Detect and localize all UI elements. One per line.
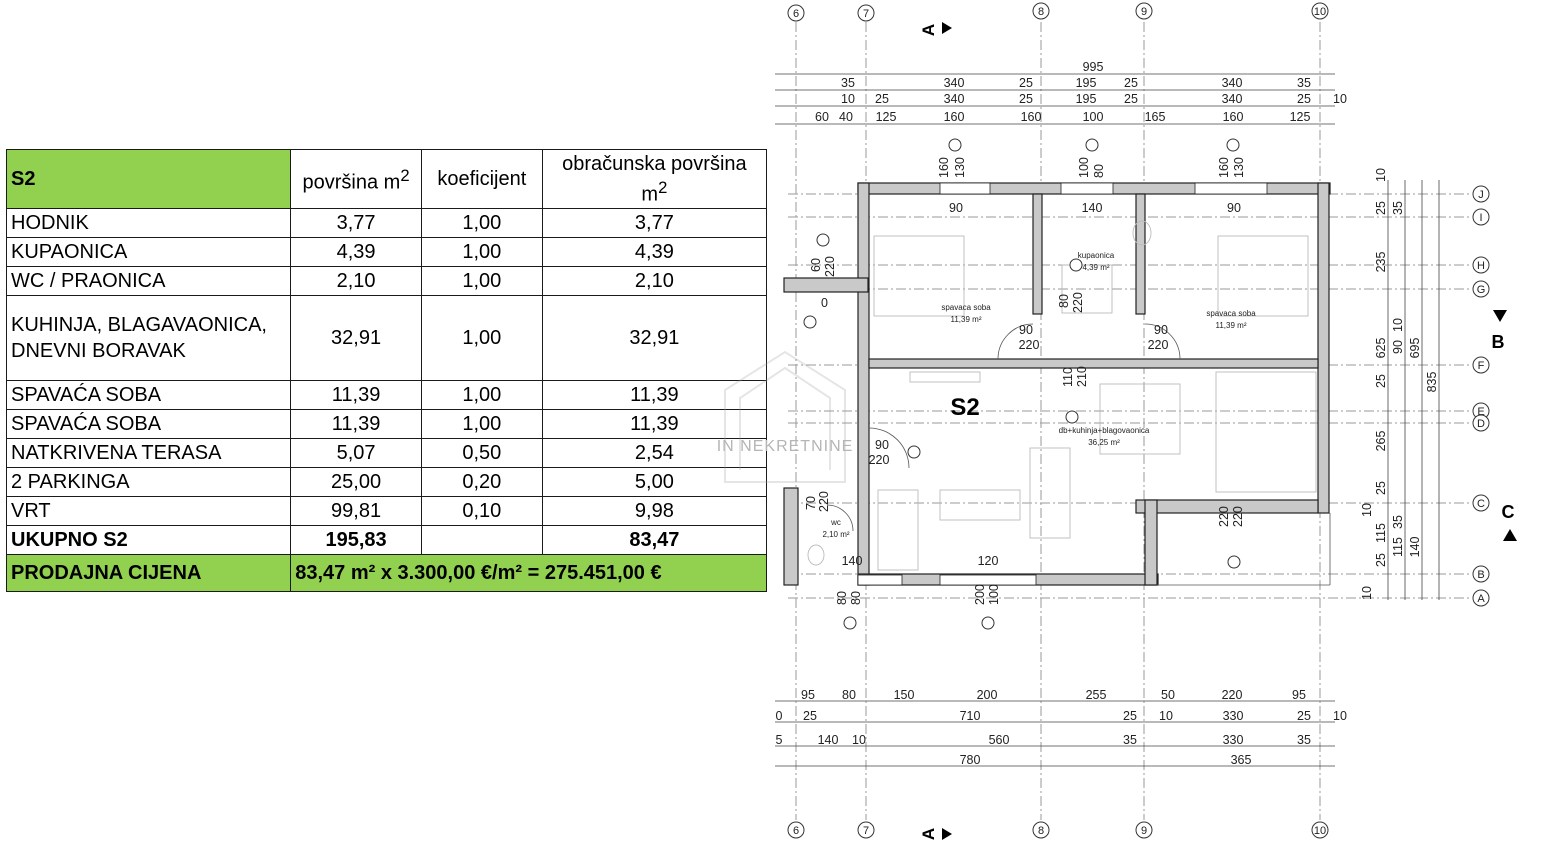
room-name: SPAVAĆA SOBA: [7, 410, 291, 439]
dim-text: 140: [817, 733, 839, 747]
dim-text: 220: [1231, 506, 1245, 527]
dim-text: 25: [875, 92, 889, 106]
dim-text: 90: [1154, 323, 1168, 337]
room-name: KUHINJA, BLAGAVAONICA, DNEVNI BORAVAK: [7, 296, 291, 381]
dim-text: 25: [1124, 76, 1138, 90]
dim-text: 255: [1085, 688, 1107, 702]
row-grid-lines: [788, 194, 1470, 598]
dim-text: 220: [1217, 506, 1231, 527]
axis-label: C: [1477, 498, 1485, 510]
dim-text: 90: [1019, 323, 1033, 337]
dim-text: 10: [1333, 709, 1347, 723]
axis-label: A: [1477, 593, 1485, 605]
bottom-dimensions: [775, 688, 1347, 767]
room-area: 32,91: [291, 296, 422, 381]
dim-text: 330: [1222, 733, 1244, 747]
dim-text: 95: [801, 688, 815, 702]
dim-text: 100: [987, 584, 1001, 605]
room-area: 2,10: [291, 267, 422, 296]
dim-text: 220: [817, 491, 831, 512]
table-row: [7, 296, 767, 381]
dim-text: 340: [943, 76, 965, 90]
room-coef: 1,00: [421, 209, 542, 238]
axis-label: E: [1477, 406, 1485, 418]
dim-text: 340: [1221, 92, 1243, 106]
unit-label: S2: [950, 394, 980, 421]
dim-text: 265: [1374, 430, 1388, 452]
dim-text: 25: [1019, 76, 1033, 90]
dim-text: 80: [1092, 164, 1106, 178]
room-area: 2,10 m²: [822, 530, 850, 539]
room-calc: 32,91: [542, 296, 766, 381]
dim-text: 710: [959, 709, 981, 723]
table-row: [7, 238, 767, 267]
dim-text: 80: [849, 591, 863, 605]
room-area: 4,39 m²: [1082, 263, 1110, 272]
axis-label: 7: [862, 8, 870, 20]
dim-text: 160: [943, 110, 965, 124]
dim-text: 220: [1071, 292, 1085, 313]
dim-text: 220: [1147, 338, 1169, 352]
dim-text: 95: [1292, 688, 1306, 702]
dim-text: 10: [1360, 586, 1374, 600]
room-area: 11,39: [291, 381, 422, 410]
room-coef: 0,20: [421, 468, 542, 497]
room-calc: 2,54: [542, 439, 766, 468]
axis-label: 7: [862, 825, 870, 837]
table-row: [7, 410, 767, 439]
dim-text: 210: [1075, 366, 1089, 387]
room-coef: 1,00: [421, 381, 542, 410]
dim-text: 25: [1123, 709, 1137, 723]
dim-text: 60: [815, 110, 829, 124]
dim-text: 70: [804, 496, 818, 510]
dim-text: 140: [1081, 201, 1103, 215]
dim-text: 35: [1123, 733, 1137, 747]
dim-text: 995: [1082, 60, 1104, 74]
room-calc: 9,98: [542, 497, 766, 526]
room-area: 11,39 m²: [1215, 321, 1247, 330]
table-row: [7, 439, 767, 468]
dim-text: 10: [852, 733, 866, 747]
axis-label: 9: [1140, 825, 1148, 837]
dim-text: 25: [1374, 201, 1388, 215]
room-name: 2 PARKINGA: [7, 468, 291, 497]
dim-text: 695: [1408, 337, 1422, 359]
dim-text: 560: [988, 733, 1010, 747]
axis-label: D: [1477, 418, 1485, 430]
room-calc: 11,39: [542, 381, 766, 410]
watermark-text: IN NEKRETNINE: [716, 438, 854, 455]
dim-text: 90: [1391, 340, 1405, 354]
dim-text: 0: [821, 296, 828, 310]
dim-text: 35: [1297, 76, 1311, 90]
dim-text: 10: [1374, 168, 1388, 182]
axis-label: 9: [1140, 6, 1148, 18]
dim-text: 35: [1297, 733, 1311, 747]
top-dimensions: [775, 60, 1347, 124]
table-row: [7, 381, 767, 410]
dim-text: 25: [1124, 92, 1138, 106]
axis-label: 10: [1313, 825, 1327, 837]
axis-label: 6: [792, 8, 800, 20]
table-header-row: [7, 150, 767, 209]
price-row: [7, 555, 767, 592]
table-row: [7, 468, 767, 497]
axis-label: B: [1477, 569, 1485, 581]
dim-text: 200: [976, 688, 998, 702]
dim-text: 25: [1374, 481, 1388, 495]
dim-text: 25: [1374, 553, 1388, 567]
room-coef: 1,00: [421, 296, 542, 381]
room-area: 3,77: [291, 209, 422, 238]
dim-text: 35: [841, 76, 855, 90]
row-axis-markers: [1473, 186, 1489, 606]
axis-label: G: [1476, 284, 1486, 296]
unit-header: S2: [7, 150, 291, 209]
section-label: B: [1491, 332, 1505, 352]
dim-text: 220: [1221, 688, 1243, 702]
room-area: 11,39: [291, 410, 422, 439]
room-calc: 5,00: [542, 468, 766, 497]
total-row: [7, 526, 767, 555]
dim-text: 80: [1057, 294, 1071, 308]
room-name: spavaca soba: [941, 303, 991, 312]
dim-text: 220: [823, 256, 837, 277]
axis-label: 8: [1037, 825, 1045, 837]
dim-text: 90: [875, 438, 889, 452]
dim-text: 50: [1161, 688, 1175, 702]
room-coef: 1,00: [421, 238, 542, 267]
dim-text: 90: [949, 201, 963, 215]
dim-text: 130: [953, 157, 967, 178]
dim-text: 60: [809, 258, 823, 272]
walls: [784, 183, 1330, 585]
dim-text: 125: [1289, 110, 1311, 124]
dim-text: 340: [943, 92, 965, 106]
room-calc: 3,77: [542, 209, 766, 238]
dim-text: 25: [1297, 709, 1311, 723]
dim-text: 780: [959, 753, 981, 767]
axis-label: 10: [1313, 6, 1327, 18]
room-name: wc: [831, 518, 841, 527]
dim-text: 110: [1061, 367, 1075, 387]
table-row: [7, 497, 767, 526]
dim-text: 100: [1077, 157, 1091, 178]
dim-text: 130: [1232, 157, 1246, 178]
dim-text: 200: [973, 584, 987, 605]
room-coef: 0,10: [421, 497, 542, 526]
room-name: spavaca soba: [1206, 309, 1256, 318]
dim-text: 340: [1221, 76, 1243, 90]
dim-text: 160: [1217, 157, 1231, 178]
dim-text: 25: [1374, 374, 1388, 388]
axis-label: I: [1479, 212, 1483, 224]
room-calc: 2,10: [542, 267, 766, 296]
room-area: 25,00: [291, 468, 422, 497]
dim-text: 160: [1020, 110, 1042, 124]
dim-text: 10: [1333, 92, 1347, 106]
table-row: [7, 209, 767, 238]
area-table: [6, 149, 767, 592]
calculated-area-header: obračunska površina $m^2$: [542, 150, 766, 209]
dim-text: 150: [893, 688, 915, 702]
dim-text: 195: [1075, 76, 1097, 90]
dim-text: 5: [775, 733, 783, 747]
dim-text: 120: [977, 554, 999, 568]
price-formula: 83,47 m² x 3.300,00 €/m² = 275.451,00 €: [291, 555, 767, 592]
right-dimensions: [1360, 168, 1439, 600]
room-area: 5,07: [291, 439, 422, 468]
price-label: PRODAJNA CIJENA: [7, 555, 291, 592]
dim-text: 100: [1082, 110, 1104, 124]
dim-text: 220: [1018, 338, 1040, 352]
room-name: kupaonica: [1077, 251, 1115, 260]
total-calc: 83,47: [542, 526, 766, 555]
total-coef: [421, 526, 542, 555]
axis-label: J: [1478, 189, 1484, 201]
room-calc: 11,39: [542, 410, 766, 439]
dim-text: 80: [835, 591, 849, 605]
section-label: C: [1501, 502, 1515, 522]
dim-text: 10: [1159, 709, 1173, 723]
dim-text: 195: [1075, 92, 1097, 106]
dim-text: 80: [842, 688, 856, 702]
dim-text: 35: [1391, 515, 1405, 529]
dim-text: 235: [1374, 251, 1388, 273]
room-area: 4,39: [291, 238, 422, 267]
dim-text: 0: [775, 709, 783, 723]
dim-text: 25: [803, 709, 817, 723]
area-header: površina $m^2$: [291, 150, 422, 209]
dim-text: 140: [1408, 536, 1422, 558]
axis-label: 6: [792, 825, 800, 837]
room-name: KUPAONICA: [7, 238, 291, 267]
dim-text: 330: [1222, 709, 1244, 723]
room-name: db+kuhinja+blagovaonica: [1058, 426, 1150, 435]
dim-text: 35: [1391, 201, 1405, 215]
room-name: HODNIK: [7, 209, 291, 238]
dim-text: 625: [1374, 337, 1388, 359]
room-area: 11,39 m²: [950, 315, 982, 324]
dim-text: 115: [1391, 537, 1405, 557]
room-area: 99,81: [291, 497, 422, 526]
dim-text: 835: [1425, 371, 1439, 393]
total-label: UKUPNO S2: [7, 526, 291, 555]
room-coef: 1,00: [421, 267, 542, 296]
room-calc: 4,39: [542, 238, 766, 267]
dim-text: 40: [839, 110, 853, 124]
total-area: 195,83: [291, 526, 422, 555]
coefficient-header: koeficijent: [421, 150, 542, 209]
table-row: [7, 267, 767, 296]
dim-text: 115: [1374, 523, 1388, 543]
room-coef: 0,50: [421, 439, 542, 468]
dim-text: 365: [1230, 753, 1252, 767]
room-name: WC / PRAONICA: [7, 267, 291, 296]
opening-dimensions: [804, 157, 1246, 605]
room-name: SPAVAĆA SOBA: [7, 381, 291, 410]
room-name: NATKRIVENA TERASA: [7, 439, 291, 468]
dim-text: 90: [1227, 201, 1241, 215]
dim-text: 25: [1019, 92, 1033, 106]
dim-text: 10: [841, 92, 855, 106]
axis-label: 8: [1037, 6, 1045, 18]
dim-text: 10: [1391, 318, 1405, 332]
axis-label: H: [1477, 260, 1485, 272]
dim-text: 165: [1144, 110, 1166, 124]
section-label: A: [919, 827, 938, 841]
floor-plan: [716, 0, 1557, 853]
axis-label: F: [1477, 360, 1485, 372]
dim-text: 160: [1222, 110, 1244, 124]
dim-text: 10: [1360, 503, 1374, 517]
section-markers: [919, 22, 1517, 840]
dim-text: 25: [1297, 92, 1311, 106]
room-name: VRT: [7, 497, 291, 526]
dim-text: 160: [937, 157, 951, 178]
dim-text: 140: [841, 554, 863, 568]
dim-text: 220: [868, 453, 890, 467]
section-label: A: [919, 23, 938, 37]
room-area: 36,25 m²: [1088, 438, 1120, 447]
dim-text: 125: [875, 110, 897, 124]
room-coef: 1,00: [421, 410, 542, 439]
